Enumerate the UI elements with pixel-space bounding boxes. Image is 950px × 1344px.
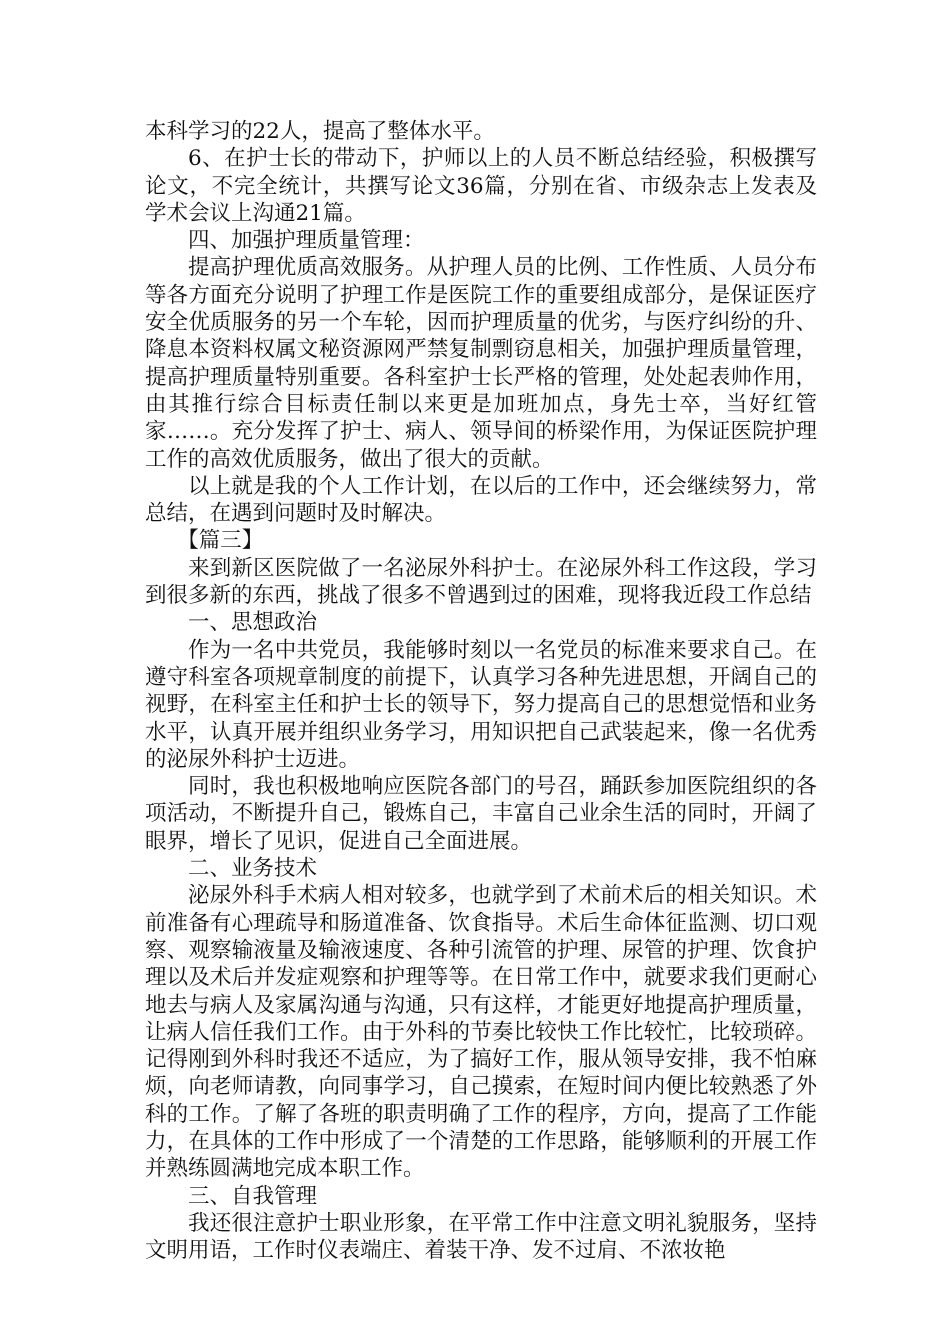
paragraph-item-6: 6、在护士长的带动下，护师以上的人员不断总结经验，积极撰写论文，不完全统计，共撰写论文36篇，分别在省、市级杂志上发表及学术会议上沟通21篇。 — [145, 146, 817, 226]
section-heading-politics: 一、思想政治 — [188, 610, 318, 636]
paragraph-intro: 来到新区医院做了一名泌尿外科护士。在泌尿外科工作这段，学习到很多新的东西，挑战了很多不曾遇到过的困难，现将我近段工作总结 — [145, 555, 817, 609]
paragraph-conclusion: 以上就是我的个人工作计划，在以后的工作中，还会继续努力，常总结，在遇到问题时及时解决。 — [145, 473, 817, 527]
paragraph-activities: 同时，我也积极地响应医院各部门的号召，踊跃参加医院组织的各项活动，不断提升自己，锻炼自己，丰富自己业余生活的同时，开阔了眼界，增长了见识，促进自己全面进展。 — [145, 774, 817, 854]
paragraph-skills: 泌尿外科手术病人相对较多，也就学到了术前术后的相关知识。术前准备有心理疏导和肠道准备、饮食指导。术后生命体征监测、切口观察、观察输液量及输液速度、各种引流管的护理、尿管的护理、饮食护理以及术后并发症观察和护理等等。在日常工作中，就要求我们更耐心地去与病人及家属沟通与沟通，只有这样，才能更好地提高护理质量，让病人信任我们工作。由于外科的节奏比较快工作比较忙，比较琐碎。记得刚到外科时我还不适应，为了搞好工作，服从领导安排，我不怕麻烦，向老师请教，向同事学习，自己摸索，在短时间内便比较熟悉了外科的工作。了解了各班的职责明确了工作的程序，方向，提高了工作能力，在具体的工作中形成了一个清楚的工作思路，能够顺利的开展工作并熟练圆满地完成本职工作。 — [145, 883, 817, 1182]
section-heading-skills: 二、业务技术 — [188, 856, 318, 882]
paragraph-continuation: 本科学习的22人，提高了整体水平。 — [145, 119, 495, 144]
document-body — [145, 118, 817, 1264]
section-title-part-three: 【篇三】 — [177, 528, 264, 554]
paragraph-politics: 作为一名中共党员，我能够时刻以一名党员的标准来要求自己。在遵守科室各项规章制度的前提下，认真学习各种先进思想，开阔自己的视野，在科室主任和护士长的领导下，努力提高自己的思想觉悟和业务水平，认真开展并组织业务学习，用知识把自己武装起来，像一名优秀的泌尿外科护士迈进。 — [145, 637, 817, 772]
section-heading-quality: 四、加强护理质量管理： — [188, 228, 425, 254]
section-heading-self-management: 三、自我管理 — [188, 1183, 318, 1209]
paragraph-quality: 提高护理优质高效服务。从护理人员的比例、工作性质、人员分布等各方面充分说明了护理工作是医院工作的重要组成部分，是保证医疗安全优质服务的另一个车轮，因而护理质量的优劣，与医疗纠纷的升、降息本资料权属文秘资源网严禁复制剽窃息相关，加强护理质量管理，提高护理质量特别重要。各科室护士长严格的管理，处处起表帅作用，由其推行综合目标责任制以来更是加班加点，身先士卒，当好红管家……。充分发挥了护士、病人、领导间的桥梁作用，为保证医院护理工作的高效优质服务，做出了很大的贡献。 — [145, 255, 817, 472]
paragraph-self-management: 我还很注意护士职业形象，在平常工作中注意文明礼貌服务，坚持文明用语，工作时仪表端庄、着装干净、发不过肩、不浓妆艳 — [145, 1210, 817, 1264]
